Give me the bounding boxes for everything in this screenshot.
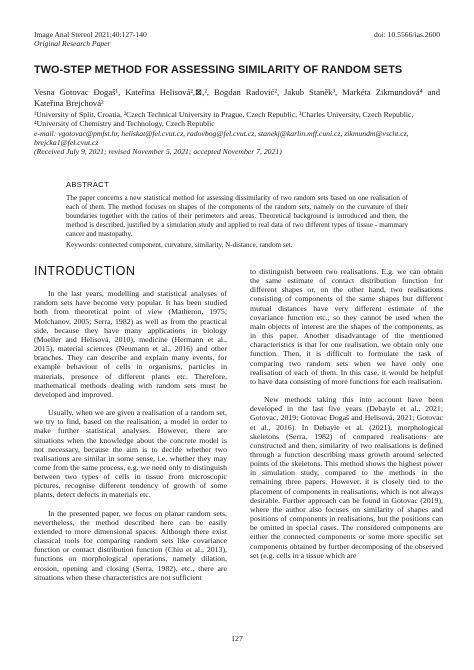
affiliation-emails: e-mail: vgotovac@pmfst.hr, heliskat@fel.cvut.cz, radovbog@fel.cvut.cz, stanekj@karlin.mff.cuni.cz, zikmundm@vscht.cz, brejcka1@fel.cvut.cz (34, 128, 409, 147)
right-column (250, 267, 443, 569)
body-paragraph: Usually, when we are given a realisation of a random set, we try to find, based on the realisation, a model in order to make further statistical analyses. However, there are situations when the knowledge about the concrete model is not necessary, because the aim is to decide whether two realisations are similar in some sense, i.e. whether they may come from the same process, e.g. we need only to distinguish between two types of cells in tissue from microscopic pictures, recognise different tendency of growth of some plants, detect defects in materials etc. (34, 408, 227, 500)
body-paragraph: In the presented paper, we focus on planar random sets, nevertheless, the method described here can be easily extended to more dimensional spaces. Although there exist classical tools for comparing random sets like covariance function or contact distribution function (Chiu et al., 2013), functions on morphological operations, namely dilation, erosion, opening and closing (Serra, 1982), etc., there are situations when these characteristics are not sufficient (34, 508, 227, 582)
abstract-text: The paper concerns a new statistical method for assessing dissimilarity of two random sets based on one realisation of each of them. The method focuses on shapes of the components of the random sets, namely on the curvature of their boundaries together with the ratios of their perimeters and areas. Theoretical background is introduced and then, the method is described, justified by a simulation study and applied to real data of two different types of tissue - mammary cancer and mastopathy. (66, 194, 408, 238)
article-type: Original Research Paper (34, 39, 111, 49)
affiliation-institutions: ¹University of Split, Croatia, ²Czech Technical University in Prague, Czech Republic, ³Charles University, Czech Republic, ⁴University of Chemistry and Technology, Czech Republic (34, 110, 414, 129)
body-paragraph: In the last years, modelling and statistical analyses of random sets have become very popular. It has been studied both from theoretical point of view (Matheron, 1975; Molchanov, 2005; Serra, 1982) as well as from the practical side, because they have many applications in biology (Moeller and Helisová, 2010), medicine (Hermann et al., 2015), material sciences (Neumann et al., 2016) and other branches. They can describe and explain many events, for example behaviour of cells in organisms, particles in materials, presence of different plants etc. Therefore, mathematical methods dealing with random sets must be developed and improved. (34, 289, 227, 399)
abstract-heading: ABSTRACT (66, 180, 109, 189)
received-dates: (Received July 9, 2021; revised November 5, 2021; accepted November 7, 2021) (34, 147, 282, 157)
affiliations (34, 110, 440, 156)
section-heading-introduction: INTRODUCTION (34, 264, 136, 278)
journal-reference: Image Anal Stereol 2021;40:127-140 (34, 30, 147, 39)
keywords: Keywords: connected component, curvature, similarity, N-distance, random set. (66, 241, 293, 249)
left-column (34, 263, 227, 591)
running-header (34, 30, 440, 49)
page-number: 127 (231, 634, 243, 643)
doi: doi: 10.5566/ias.2600 (373, 30, 440, 39)
paper-title: TWO-STEP METHOD FOR ASSESSING SIMILARITY OF RANDOM SETS (34, 64, 403, 76)
body-paragraph: to distinguish between two realisations. E.g. we can obtain the same estimate of contact distribution function for different shapes or, on the other hand, two realisations consisting of components of the same shapes but different mutual distances have very different estimate of the covariance function etc., so they cannot be used when the main objects of interest are the shapes of the components, as in this paper. Another disadvantage of the mentioned characteristics is that for one realisation, we obtain only one function. Then, it is difficult to formulate the task of comparing two random sets when we have only one realisation of each of them. In this case, it would be helpful to have data consisting of more functions for each realisation. (250, 267, 443, 386)
body-paragraph: New methods taking this into account have been developed in the last five years (Debayle et al., 2021; Gotovac, 2019; Gotovac Đogaš and Helisová, 2021; Gotovac et al., 2016). In Debayle et al. (2021), morphological skeletons (Serra, 1982) of compared realisations are constructed and then, similarity of two realisations is defined through a function describing mass growth around selected points of the skeletons. This method shows the highest power in simulation study, compared to the methods in the remaining three papers. However, it is closely tied to the placement of components in realisations, which is not always desirable. Further approach can be found in Gotovac (2019), where the author also focuses on similarity of shapes and positions of components in realisations, but the positions can be omitted in special cases. The considered components are either the connected components or some more specific set components obtained by further decomposing of the observed set (e.g. cells in a tissue which are (250, 395, 443, 560)
author-list: Vesna Gotovac Đogaš¹, Kateřina Helisová²,⊠,², Bogdan Radović², Jakub Staněk³, Markéta Zikmundová⁴ and Kateřina Brejchová² (34, 87, 440, 108)
